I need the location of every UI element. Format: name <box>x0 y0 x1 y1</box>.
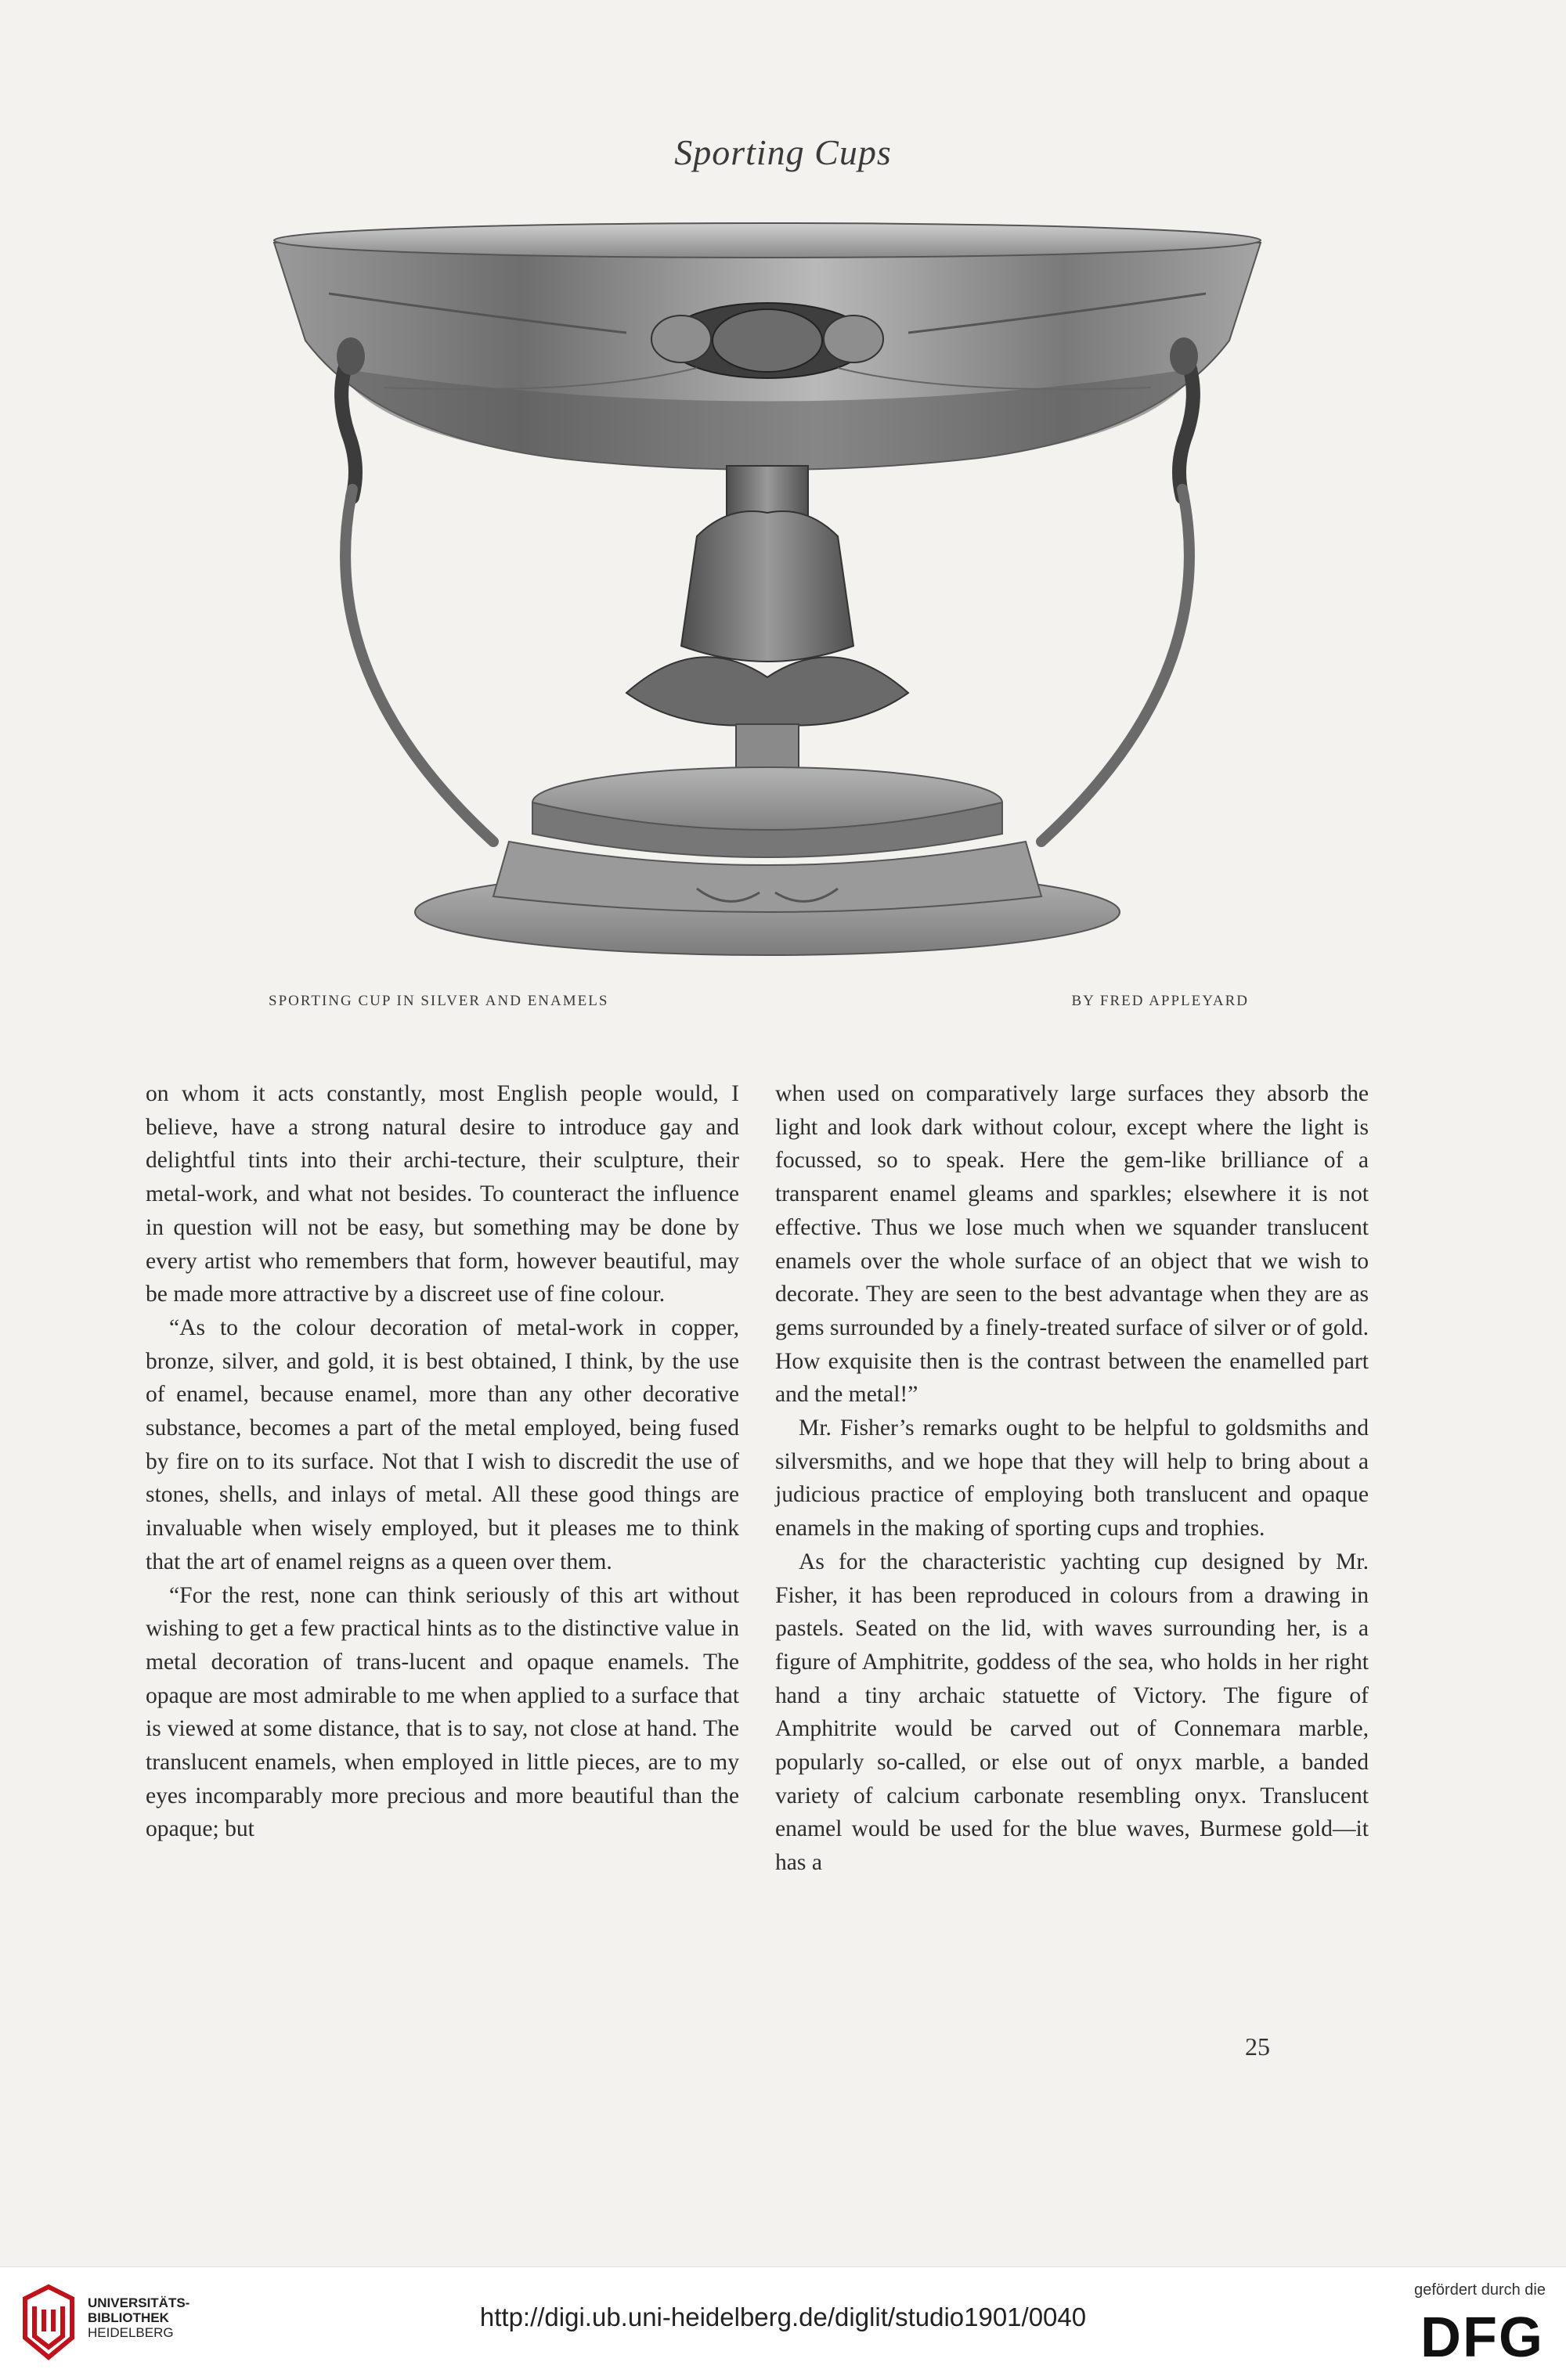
library-line: BIBLIOTHEK <box>88 2310 169 2325</box>
page-number: 25 <box>1245 2032 1270 2061</box>
running-head: Sporting Cups <box>674 132 892 172</box>
paragraph: when used on comparatively large surfaces they absorb the light and look dark without colour, except where the light is focussed, so to speak. Here the gem-like brilliance of a transparent enamel gleams and sparkles; elsewhere it is not effective. Thus we lose much when we squander translucent enamels over the whole surface of an object that we wish to decorate. They are seen to the best advantage when they are as gems surrounded by a finely-treated surface of silver or of gold. How exquisite then is the contrast between the enamelled part and the metal!” <box>775 1081 1369 1408</box>
library-line: HEIDELBERG <box>88 2325 174 2340</box>
plate-credit: BY FRED APPLEYARD <box>1071 993 1249 1009</box>
text-column-left <box>146 1077 739 1846</box>
paragraph: “For the rest, none can think seriously of this art without wishing to get a few practical hints as to the distinctive value in metal decoration of trans-lucent and opaque enamels. The opaque are most admirable to me when applied to a surface that is viewed at some distance, that is to say, not close at hand. The translucent enamels, when employed in little pieces, are to my eyes incomparably more precious and more beautiful than the opaque; but <box>146 1582 739 1842</box>
text-column-right <box>775 1077 1369 1880</box>
source-url-link[interactable]: http://digi.ub.uni-heidelberg.de/diglit/studio1901/0040 <box>479 2302 1087 2331</box>
library-line: UNIVERSITÄTS- <box>88 2295 190 2310</box>
paragraph: “As to the colour decoration of metal-work in copper, bronze, silver, and gold, it is best obtained, I think, by the use of enamel, because enamel, more than any other decorative substance, becomes a part of the metal employed, being fused by fire on to its surface. Not that I wish to discredit the use of stones, shells, and inlays of metal. All these good things are invaluable when wisely employed, but it pleases me to think that the art of enamel reigns as a queen over them. <box>146 1314 739 1574</box>
sporting-cup-illustration <box>258 207 1276 971</box>
funded-by-label: gefördert durch die <box>1414 2281 1546 2299</box>
paragraph: on whom it acts constantly, most English people would, I believe, have a strong natural desire to introduce gay and delightful tints into their archi-tecture, their sculpture, their metal-work, and what not besides. To counteract the influence in question will not be easy, but something may be done by every artist who remembers that form, however beautiful, may be made more attractive by a discreet use of fine colour. <box>146 1081 739 1307</box>
paragraph: Mr. Fisher’s remarks ought to be helpful to goldsmiths and silversmiths, and we hope that they will help to bring about a judicious practice of employing both translucent and opaque enamels in the making of sporting cups and trophies. <box>775 1415 1369 1542</box>
dfg-logo: DFG <box>1420 2306 1544 2369</box>
plate-caption: SPORTING CUP IN SILVER AND ENAMELS <box>269 993 609 1009</box>
paragraph: As for the characteristic yachting cup designed by Mr. Fisher, it has been reproduced in colours from a drawing in pastels. Seated on the lid, with waves surrounding her, is a figure of Amphitrite, goddess of the sea, who holds in her right hand a tiny archaic statuette of Victory. The figure of Amphitrite would be carved out of Connemara marble, popularly so-called, or else out of onyx marble, a banded variety of calcium carbonate resembling onyx. Translucent enamel would be used for the blue waves, Burmese gold—it has a <box>775 1549 1369 1876</box>
